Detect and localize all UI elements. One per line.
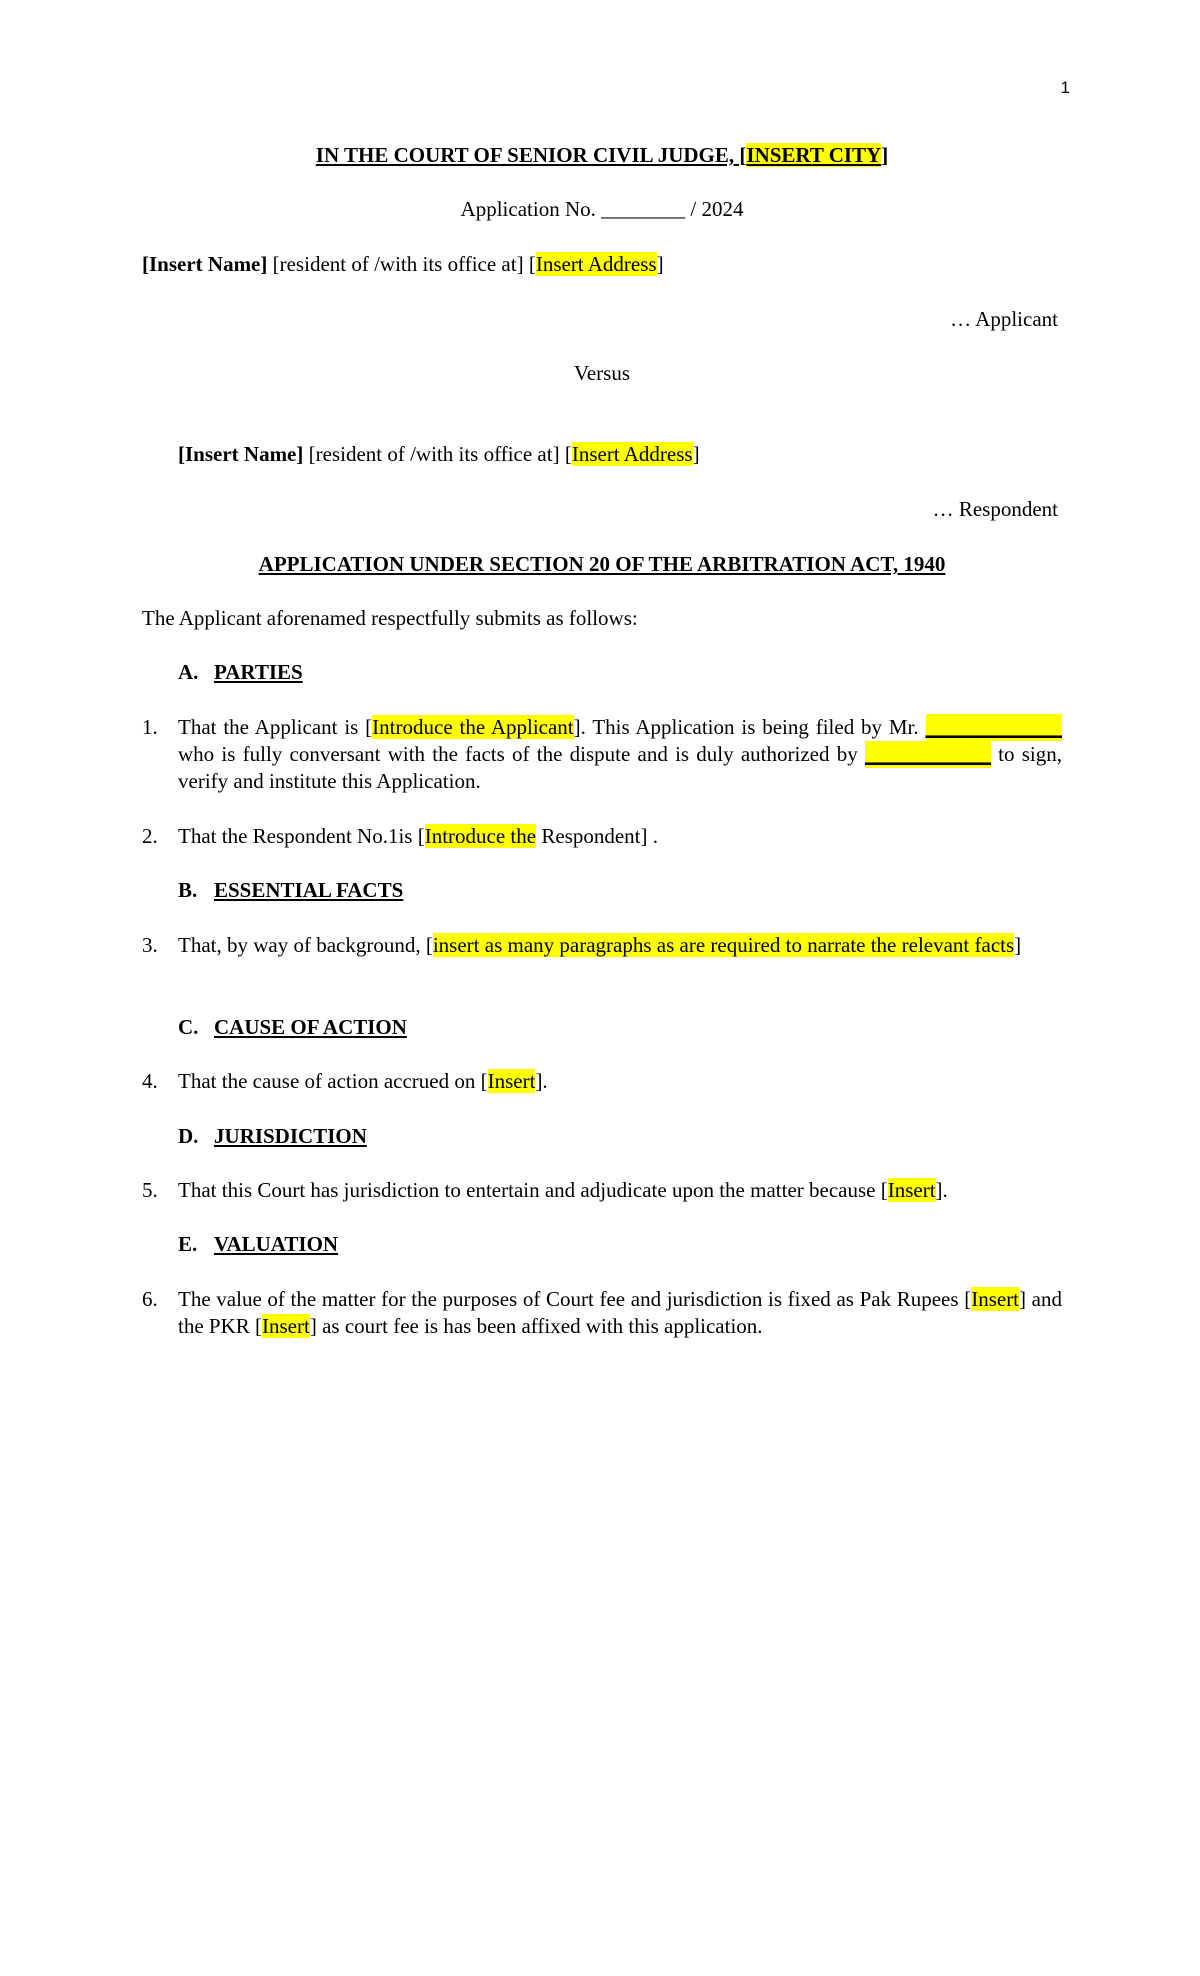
paragraph-text [178, 823, 1062, 850]
section-letter: C. [178, 1015, 199, 1039]
respondent-name: [Insert Name] [178, 442, 304, 466]
applicant-address: Insert Address [535, 252, 657, 276]
paragraph-text [178, 714, 1062, 795]
respondent-role: … Respondent [932, 497, 1058, 521]
section-a-heading [178, 659, 303, 686]
paragraph-3 [142, 932, 1062, 959]
paragraph-number: 4. [142, 1069, 158, 1093]
section-d-heading [178, 1123, 367, 1150]
paragraph-number: 2. [142, 824, 158, 848]
placeholder-highlight: insert as many paragraphs as are required to narrate the relevant facts [432, 933, 1015, 957]
court-heading [142, 142, 1062, 169]
section-title: CAUSE OF ACTION [214, 1015, 407, 1039]
text-run: That the Respondent No.1is [ [178, 824, 425, 848]
text-run: Respondent] . [536, 824, 658, 848]
section-title: VALUATION [214, 1232, 339, 1256]
intro-text: The Applicant aforenamed respectfully submits as follows: [142, 606, 638, 630]
section-c-heading [178, 1014, 407, 1041]
paragraph-4 [142, 1068, 1062, 1095]
text-run: ]. [935, 1178, 948, 1202]
respondent-close: ] [692, 442, 700, 466]
text-run: That, by way of background, [ [178, 933, 433, 957]
applicant-name: [Insert Name] [142, 252, 268, 276]
text-run: ]. This Application is being filed by Mr. [573, 715, 919, 739]
blank-field: _____________ [925, 715, 1063, 739]
text-run: That the cause of action accrued on [ [178, 1069, 488, 1093]
text-run: That this Court has jurisdiction to entertain and adjudicate upon the matter because [ [178, 1178, 888, 1202]
page-number: 1 [1060, 78, 1070, 97]
text-run: ] and the PKR [ [178, 1287, 1062, 1338]
paragraph-5 [142, 1177, 1062, 1204]
section-title: ESSENTIAL FACTS [214, 878, 404, 902]
section-letter: D. [178, 1124, 199, 1148]
court-heading-suffix: ] [881, 143, 889, 167]
placeholder-highlight: Insert [887, 1178, 936, 1202]
paragraph-text [178, 932, 1062, 959]
applicant-party-line [142, 251, 664, 278]
section-title: JURISDICTION [214, 1124, 367, 1148]
text-run: That the Applicant is [ [178, 715, 373, 739]
placeholder-highlight: Introduce the Applicant [372, 715, 574, 739]
document-title: APPLICATION UNDER SECTION 20 OF THE ARBITRATION ACT, 1940 [258, 552, 946, 576]
court-heading-city: INSERT CITY [746, 143, 882, 167]
text-run: The value of the matter for the purposes of Court fee and jurisdiction is fixed as Pak Rupees [ [178, 1287, 972, 1311]
placeholder-highlight: Introduce the [424, 824, 537, 848]
paragraph-1 [142, 714, 1062, 795]
text-run: ] [1014, 933, 1022, 957]
applicant-mid: [resident of /with its office at] [ [267, 252, 536, 276]
paragraph-6 [142, 1286, 1062, 1340]
placeholder-highlight: Insert [971, 1287, 1020, 1311]
blank-field: ____________ [864, 742, 991, 766]
paragraph-text [178, 1286, 1062, 1340]
text-run: who is fully conversant with the facts of the dispute and is duly authorized by [178, 742, 865, 766]
court-heading-prefix: IN THE COURT OF SENIOR CIVIL JUDGE, [ [315, 143, 747, 167]
versus: Versus [574, 361, 630, 385]
respondent-party-line [178, 441, 700, 468]
section-letter: B. [178, 878, 198, 902]
paragraph-2 [142, 823, 1062, 850]
placeholder-highlight: Insert [487, 1069, 536, 1093]
respondent-mid: [resident of /with its office at] [ [303, 442, 572, 466]
paragraph-number: 5. [142, 1178, 158, 1202]
paragraph-number: 3. [142, 933, 158, 957]
respondent-address: Insert Address [571, 442, 693, 466]
paragraph-number: 1. [142, 715, 158, 739]
application-number: Application No. ________ / 2024 [460, 197, 744, 221]
paragraph-number: 6. [142, 1287, 158, 1311]
paragraph-text [178, 1177, 1062, 1204]
text-run: ]. [535, 1069, 548, 1093]
paragraph-text [178, 1068, 1062, 1095]
applicant-role: … Applicant [950, 307, 1058, 331]
text-run: to sign, verify and institute this Application. [178, 742, 1063, 793]
section-title: PARTIES [214, 660, 303, 684]
section-b-heading [178, 877, 403, 904]
applicant-close: ] [656, 252, 664, 276]
section-letter: E. [178, 1232, 198, 1256]
section-letter: A. [178, 660, 199, 684]
section-e-heading [178, 1231, 338, 1258]
text-run: ] as court fee is has been affixed with this application. [309, 1314, 763, 1338]
placeholder-highlight: Insert [262, 1314, 310, 1338]
